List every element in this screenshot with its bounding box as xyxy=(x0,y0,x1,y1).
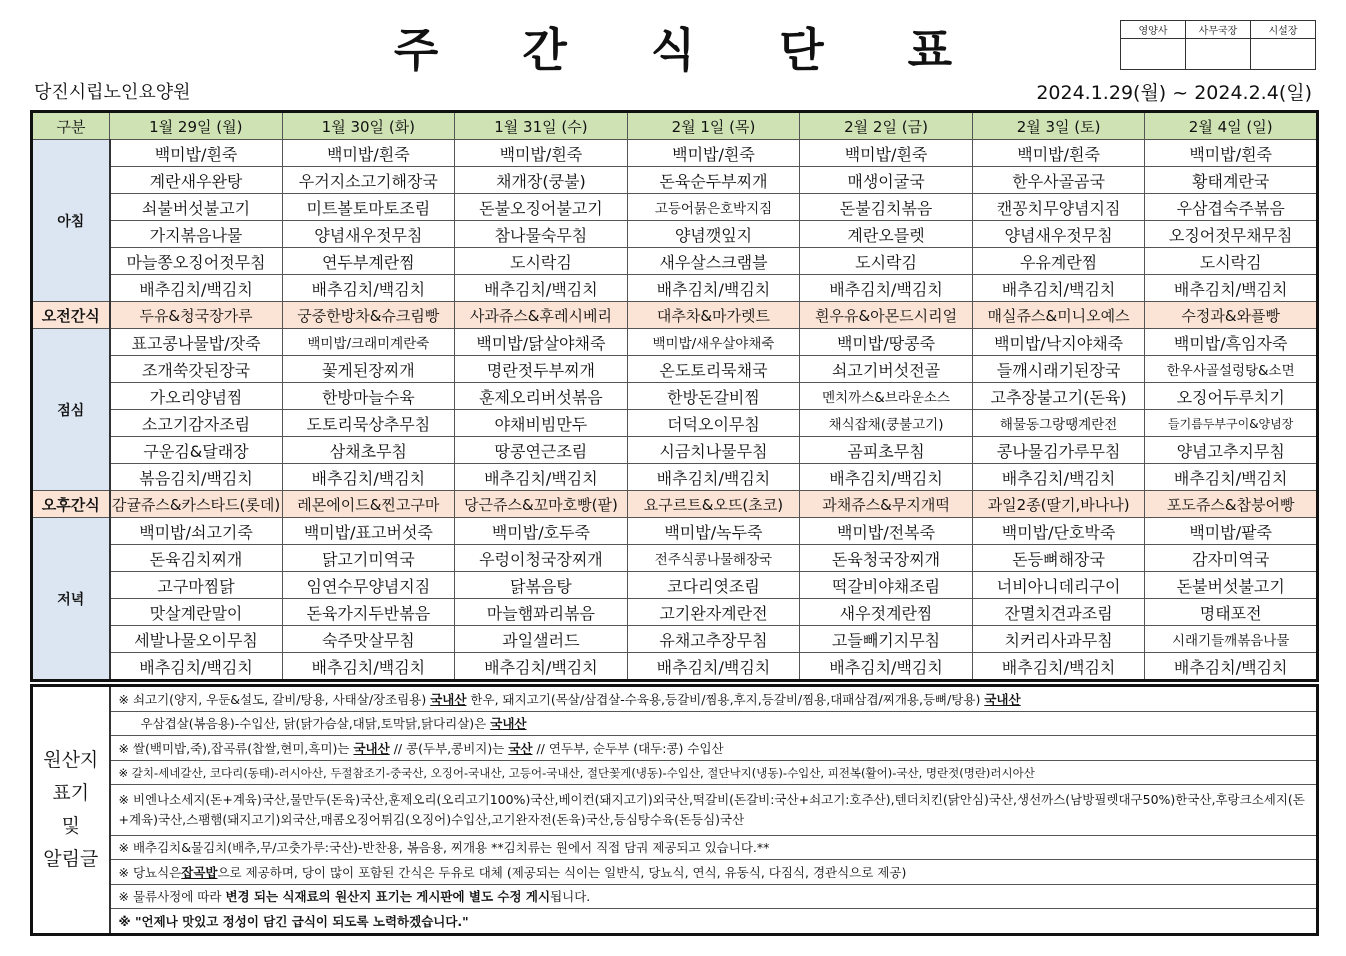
day-header: 1월 29일 (월) xyxy=(110,112,283,140)
menu-cell: 채식잡채(쿵불고기) xyxy=(800,410,973,437)
day-header-row xyxy=(32,112,1318,140)
snack-cell: 과일2종(딸기,바나나) xyxy=(972,491,1145,518)
menu-cell: 가오리양념찜 xyxy=(110,383,283,410)
menu-cell: 도토리묵상추무침 xyxy=(282,410,455,437)
menu-cell: 명란젓두부찌개 xyxy=(455,356,628,383)
dinner-row xyxy=(32,653,1318,681)
menu-cell: 가지볶음나물 xyxy=(110,221,283,248)
snack-cell: 당근쥬스&꼬마호빵(팥) xyxy=(455,491,628,518)
menu-cell: 배추김치/백김치 xyxy=(627,275,800,302)
menu-cell: 도시락김 xyxy=(1145,248,1318,275)
menu-cell: 고기완자계란전 xyxy=(627,599,800,626)
menu-cell: 백미밥/새우살야채죽 xyxy=(627,329,800,356)
snack-cell: 포도쥬스&찹붕어빵 xyxy=(1145,491,1318,518)
snack-cell: 매실쥬스&미니오예스 xyxy=(972,302,1145,329)
menu-cell: 백미밥/닭살야채죽 xyxy=(455,329,628,356)
menu-cell: 배추김치/백김치 xyxy=(110,275,283,302)
menu-cell: 백미밥/단호박죽 xyxy=(972,518,1145,545)
page-title: 주 간 식 단 표 xyxy=(393,23,987,77)
menu-cell: 황태계란국 xyxy=(1145,167,1318,194)
menu-cell: 돈육청국장찌개 xyxy=(800,545,973,572)
menu-cell: 우거지소고기해장국 xyxy=(282,167,455,194)
menu-cell: 마늘햄꽈리볶음 xyxy=(455,599,628,626)
menu-cell: 배추김치/백김치 xyxy=(800,464,973,491)
menu-cell: 참나물숙무침 xyxy=(455,221,628,248)
menu-cell: 오징어젓무채무침 xyxy=(1145,221,1318,248)
menu-cell: 백미밥/낙지야채죽 xyxy=(972,329,1145,356)
menu-cell: 배추김치/백김치 xyxy=(455,464,628,491)
snack-cell: 레몬에이드&찐고구마 xyxy=(282,491,455,518)
notice-text: ※ 쇠고기(양지, 우둔&설도, 갈비/탕용, 사태살/장조림용) xyxy=(118,691,427,707)
menu-cell: 백미밥/흑임자죽 xyxy=(1145,329,1318,356)
lunch-label: 점심 xyxy=(32,329,110,491)
menu-cell: 배추김치/백김치 xyxy=(972,653,1145,681)
notice-label xyxy=(32,686,110,935)
menu-cell: 삼채초무침 xyxy=(282,437,455,464)
menu-cell: 한우사골곰국 xyxy=(972,167,1145,194)
menu-cell: 멘치까스&브라운소스 xyxy=(800,383,973,410)
menu-cell: 백미밥/흰죽 xyxy=(455,140,628,167)
lunch-row xyxy=(32,437,1318,464)
breakfast-row xyxy=(32,194,1318,221)
day-header: 1월 31일 (수) xyxy=(455,112,628,140)
snack-cell: 두유&청국장가루 xyxy=(110,302,283,329)
breakfast-label: 아침 xyxy=(32,140,110,302)
menu-cell: 배추김치/백김치 xyxy=(800,275,973,302)
notice-line xyxy=(110,860,1318,885)
menu-cell: 조개쑥갓된장국 xyxy=(110,356,283,383)
dinner-row xyxy=(32,518,1318,545)
menu-cell: 닭고기미역국 xyxy=(282,545,455,572)
menu-cell: 고등어묽은호박지짐 xyxy=(627,194,800,221)
menu-cell: 코다리엿조림 xyxy=(627,572,800,599)
notice-origin-domestic: 국내산 xyxy=(984,691,1021,707)
menu-cell: 한방돈갈비찜 xyxy=(627,383,800,410)
menu-cell: 꽃게된장찌개 xyxy=(282,356,455,383)
notice-text: 한우, 돼지고기(목살/삼겹살-수육용,등갈비/찜용,후지,등갈비/찜용,대패삼겹/찌개용,등뼈/탕용) xyxy=(470,691,981,707)
menu-cell: 양념깻잎지 xyxy=(627,221,800,248)
notice-origin-domestic: 국산 xyxy=(508,740,533,756)
breakfast-row xyxy=(32,140,1318,167)
approval-sign-cell xyxy=(1251,39,1316,70)
snack-cell: 요구르트&오뜨(초코) xyxy=(627,491,800,518)
menu-cell: 감자미역국 xyxy=(1145,545,1318,572)
snack-cell: 수정과&와플빵 xyxy=(1145,302,1318,329)
notice-text: 됩니다. xyxy=(550,889,591,905)
snack-cell: 흰우유&아몬드시리얼 xyxy=(800,302,973,329)
am-snack-row xyxy=(32,302,1318,329)
snack-cell: 대추차&마가렛트 xyxy=(627,302,800,329)
pm-snack-label: 오후간식 xyxy=(32,491,110,518)
approval-manager: 사무국장 xyxy=(1186,21,1251,39)
menu-cell: 돈육가지두반볶음 xyxy=(282,599,455,626)
menu-cell: 계란새우완탕 xyxy=(110,167,283,194)
snack-cell: 감귤쥬스&카스타드(롯데) xyxy=(110,491,283,518)
snack-cell: 사과쥬스&후레시베리 xyxy=(455,302,628,329)
menu-cell: 채개장(쿵불) xyxy=(455,167,628,194)
menu-cell: 고추장불고기(돈육) xyxy=(972,383,1145,410)
notice-origin-domestic: 국내산 xyxy=(430,691,467,707)
approval-director: 시설장 xyxy=(1251,21,1316,39)
menu-cell: 표고콩나물밥/잣죽 xyxy=(110,329,283,356)
lunch-row xyxy=(32,329,1318,356)
menu-cell: 배추김치/백김치 xyxy=(455,653,628,681)
menu-cell: 고구마찜닭 xyxy=(110,572,283,599)
menu-cell: 돈불오징어불고기 xyxy=(455,194,628,221)
approval-dietitian: 영양사 xyxy=(1121,21,1186,39)
menu-cell: 돈육김치찌개 xyxy=(110,545,283,572)
am-snack-label: 오전간식 xyxy=(32,302,110,329)
notice-line xyxy=(110,686,1318,712)
menu-cell: 우삼겹숙주볶음 xyxy=(1145,194,1318,221)
day-header: 1월 30일 (화) xyxy=(282,112,455,140)
menu-cell: 과일샐러드 xyxy=(455,626,628,653)
menu-cell: 캔꽁치무양념지짐 xyxy=(972,194,1145,221)
menu-cell: 쇠불버섯불고기 xyxy=(110,194,283,221)
notice-line: ※ 배추김치&물김치(배추,무/고춧가루:국산)-반찬용, 볶음용, 찌개용 **김치류는 원에서 직접 담궈 제공되고 있습니다.** xyxy=(110,835,1318,860)
menu-cell: 배추김치/백김치 xyxy=(1145,275,1318,302)
menu-cell: 오징어두루치기 xyxy=(1145,383,1318,410)
menu-cell: 돈불김치볶음 xyxy=(800,194,973,221)
menu-cell: 백미밥/흰죽 xyxy=(1145,140,1318,167)
breakfast-row xyxy=(32,221,1318,248)
dinner-row xyxy=(32,626,1318,653)
menu-cell: 새우젓계란찜 xyxy=(800,599,973,626)
menu-period: 2024.1.29(월) ~ 2024.2.4(일) xyxy=(1036,82,1312,104)
corner-label: 구분 xyxy=(32,112,110,140)
notice-origin-domestic: 국내산 xyxy=(353,740,390,756)
menu-cell: 배추김치/백김치 xyxy=(1145,464,1318,491)
menu-cell: 한우사골설렁탕&소면 xyxy=(1145,356,1318,383)
approval-sign-cell xyxy=(1121,39,1186,70)
notice-label-line: 및 xyxy=(61,815,80,837)
menu-cell: 야채비빔만두 xyxy=(455,410,628,437)
approval-sign-cell xyxy=(1186,39,1251,70)
menu-cell: 백미밥/팥죽 xyxy=(1145,518,1318,545)
menu-cell: 우렁이청국장찌개 xyxy=(455,545,628,572)
notice-text: ※ 물류사정에 따라 xyxy=(118,889,222,905)
snack-cell: 과채쥬스&무지개떡 xyxy=(800,491,973,518)
lunch-row xyxy=(32,464,1318,491)
dinner-label: 저녁 xyxy=(32,518,110,681)
breakfast-row xyxy=(32,167,1318,194)
approval-box xyxy=(1120,20,1316,70)
menu-cell: 맛살계란말이 xyxy=(110,599,283,626)
menu-cell: 연두부계란찜 xyxy=(282,248,455,275)
menu-cell: 너비아니데리구이 xyxy=(972,572,1145,599)
day-header: 2월 1일 (목) xyxy=(627,112,800,140)
menu-cell: 세발나물오이무침 xyxy=(110,626,283,653)
breakfast-row xyxy=(32,248,1318,275)
menu-cell: 계란오믈렛 xyxy=(800,221,973,248)
notice-emphasis: 잡곡밥 xyxy=(181,864,218,880)
notice-text: 으로 제공하며, 당이 많이 포함된 간식은 두유로 대체 (제공되는 식이는 일반식, 당뇨식, 연식, 유동식, 다짐식, 경관식으로 제공) xyxy=(217,864,907,880)
menu-cell: 배추김치/백김치 xyxy=(972,275,1145,302)
notice-line xyxy=(110,884,1318,909)
lunch-row xyxy=(32,356,1318,383)
menu-cell: 우유계란찜 xyxy=(972,248,1145,275)
menu-cell: 고들빼기지무침 xyxy=(800,626,973,653)
notice-text: // 연두부, 순두부 (대두:콩) 수입산 xyxy=(536,740,724,756)
menu-cell: 시래기들깨볶음나물 xyxy=(1145,626,1318,653)
menu-cell: 돈불버섯불고기 xyxy=(1145,572,1318,599)
menu-cell: 백미밥/흰죽 xyxy=(282,140,455,167)
menu-cell: 백미밥/표고버섯죽 xyxy=(282,518,455,545)
menu-cell: 양념새우젓무침 xyxy=(972,221,1145,248)
menu-cell: 마늘쫑오징어젓무침 xyxy=(110,248,283,275)
menu-cell: 돈육순두부찌개 xyxy=(627,167,800,194)
menu-cell: 들기름두부구이&양념장 xyxy=(1145,410,1318,437)
menu-cell: 백미밥/호두죽 xyxy=(455,518,628,545)
menu-cell: 양념고추지무침 xyxy=(1145,437,1318,464)
menu-cell: 구운김&달래장 xyxy=(110,437,283,464)
menu-cell: 백미밥/땅콩죽 xyxy=(800,329,973,356)
menu-cell: 치커리사과무침 xyxy=(972,626,1145,653)
menu-cell: 백미밥/쇠고기죽 xyxy=(110,518,283,545)
menu-cell: 전주식콩나물해장국 xyxy=(627,545,800,572)
menu-cell: 닭볶음탕 xyxy=(455,572,628,599)
menu-cell: 배추김치/백김치 xyxy=(455,275,628,302)
facility-name: 당진시립노인요양원 xyxy=(34,82,191,103)
menu-cell: 쇠고기버섯전골 xyxy=(800,356,973,383)
menu-cell: 백미밥/흰죽 xyxy=(800,140,973,167)
notice-label-line: 원산지 xyxy=(43,749,99,771)
notice-text: 우삼겹살(볶음용)-수입산, 닭(닭가슴살,대닭,토막닭,닭다리살)은 xyxy=(140,716,487,732)
menu-cell: 볶음김치/백김치 xyxy=(110,464,283,491)
menu-cell: 배추김치/백김치 xyxy=(282,464,455,491)
menu-cell: 매생이굴국 xyxy=(800,167,973,194)
dinner-row xyxy=(32,599,1318,626)
menu-cell: 새우살스크램블 xyxy=(627,248,800,275)
pm-snack-row xyxy=(32,491,1318,518)
menu-cell: 떡갈비야채조림 xyxy=(800,572,973,599)
notice-text: ※ 쌀(백미밥,죽),잡곡류(찹쌀,현미,흑미)는 xyxy=(118,740,350,756)
menu-cell: 콩나물김가루무침 xyxy=(972,437,1145,464)
menu-cell: 배추김치/백김치 xyxy=(800,653,973,681)
menu-cell: 시금치나물무침 xyxy=(627,437,800,464)
notice-line xyxy=(110,736,1318,761)
menu-cell: 백미밥/크래미계란죽 xyxy=(282,329,455,356)
lunch-row xyxy=(32,383,1318,410)
day-header: 2월 2일 (금) xyxy=(800,112,973,140)
dinner-row xyxy=(32,545,1318,572)
snack-cell: 궁중한방차&슈크림빵 xyxy=(282,302,455,329)
menu-cell: 더덕오이무침 xyxy=(627,410,800,437)
dinner-row xyxy=(32,572,1318,599)
menu-cell: 배추김치/백김치 xyxy=(282,275,455,302)
day-header: 2월 3일 (토) xyxy=(972,112,1145,140)
lunch-row xyxy=(32,410,1318,437)
menu-cell: 백미밥/녹두죽 xyxy=(627,518,800,545)
breakfast-row xyxy=(32,275,1318,302)
menu-cell: 배추김치/백김치 xyxy=(1145,653,1318,681)
origin-notice-table xyxy=(30,684,1319,936)
notice-line: ※ 비엔나소세지(돈+계육)국산,물만두(돈육)국산,훈제오리(오리고기100%)국산,베이컨(돼지고기)외국산,떡갈비(돈갈비:국산+쇠고기:호주산),텐더치킨(닭안심)국산,생선까스(남방필렛대구50%)한국산,후랑크소세지(돈+계육)국산,스팸햄(돼지고기)외국산,매콤오징어튀김(오징어)수입산,고기완자전(돈육)국산,등심탕수육(돈등심)국산 xyxy=(110,785,1318,835)
menu-cell: 백미밥/전복죽 xyxy=(800,518,973,545)
menu-cell: 돈등뼈해장국 xyxy=(972,545,1145,572)
notice-line xyxy=(110,711,1318,736)
menu-cell: 숙주맛살무침 xyxy=(282,626,455,653)
menu-cell: 곰피초무침 xyxy=(800,437,973,464)
menu-cell: 도시락김 xyxy=(455,248,628,275)
menu-cell: 백미밥/흰죽 xyxy=(627,140,800,167)
menu-cell: 배추김치/백김치 xyxy=(110,653,283,681)
menu-cell: 땅콩연근조림 xyxy=(455,437,628,464)
menu-cell: 해물동그랑땡계란전 xyxy=(972,410,1145,437)
menu-cell: 도시락김 xyxy=(800,248,973,275)
menu-cell: 배추김치/백김치 xyxy=(627,464,800,491)
menu-cell: 온도토리묵채국 xyxy=(627,356,800,383)
menu-cell: 배추김치/백김치 xyxy=(627,653,800,681)
menu-cell: 한방마늘수육 xyxy=(282,383,455,410)
notice-emphasis: 변경 되는 식재료의 원산지 표기는 게시판에 별도 수정 게시 xyxy=(225,889,551,905)
menu-cell: 소고기감자조림 xyxy=(110,410,283,437)
menu-cell: 임연수무양념지짐 xyxy=(282,572,455,599)
menu-cell: 양념새우젓무침 xyxy=(282,221,455,248)
notice-line: ※ 갈치-세네갈산, 코다리(동태)-러시아산, 두절참조기-중국산, 오징어-국내산, 고등어-국내산, 절단꽃게(냉동)-수입산, 절단낙지(냉동)-수입산, 피전복(활어)-국산, 명란젓(명란)러시아산 xyxy=(110,760,1318,785)
notice-text: ※ 당뇨식은 xyxy=(118,864,182,880)
menu-cell: 배추김치/백김치 xyxy=(972,464,1145,491)
menu-cell: 배추김치/백김치 xyxy=(282,653,455,681)
notice-label-line: 알림글 xyxy=(43,848,99,870)
notice-label-line: 표기 xyxy=(52,782,90,804)
menu-cell: 백미밥/흰죽 xyxy=(972,140,1145,167)
notice-text: // 콩(두부,콩비지)는 xyxy=(393,740,505,756)
weekly-menu-table xyxy=(30,110,1319,682)
menu-cell: 백미밥/흰죽 xyxy=(110,140,283,167)
menu-cell: 잔멸치견과조림 xyxy=(972,599,1145,626)
day-header: 2월 4일 (일) xyxy=(1145,112,1318,140)
menu-cell: 유채고추장무침 xyxy=(627,626,800,653)
menu-cell: 명태포전 xyxy=(1145,599,1318,626)
notice-origin-domestic: 국내산 xyxy=(490,716,527,732)
notice-line: ※ "언제나 맛있고 정성이 담긴 급식이 되도록 노력하겠습니다." xyxy=(110,909,1318,935)
menu-cell: 훈제오리버섯볶음 xyxy=(455,383,628,410)
menu-cell: 미트볼토마토조림 xyxy=(282,194,455,221)
menu-cell: 들깨시래기된장국 xyxy=(972,356,1145,383)
